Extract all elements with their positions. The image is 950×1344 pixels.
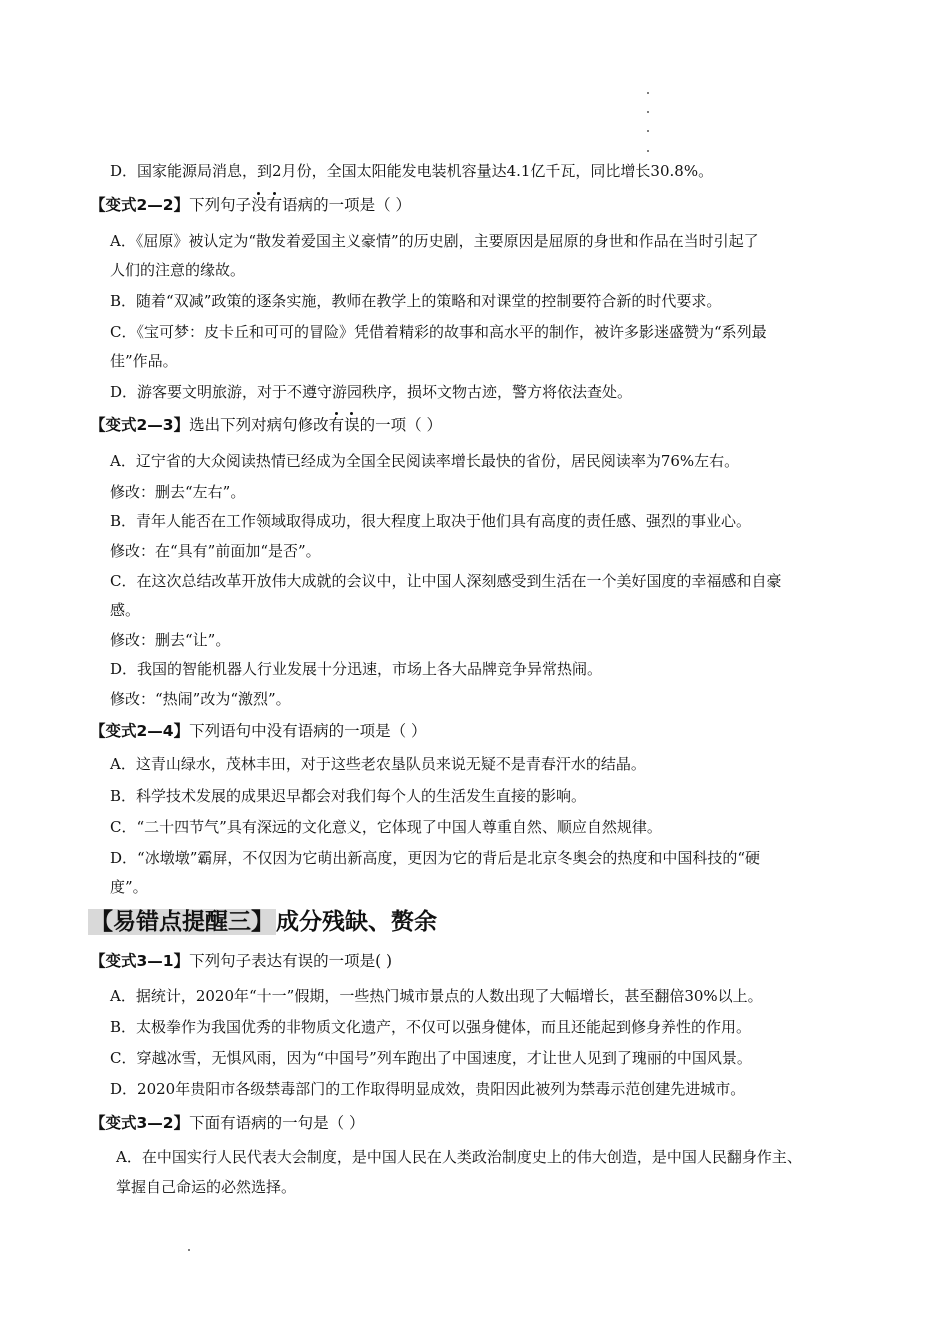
option-b-2-4: B．科学技术发展的成果迟早都会对我们每个人的生活发生直接的影响。: [110, 787, 587, 805]
option-b-2-3: B．青年人能否在工作领域取得成功，很大程度上取决于他们具有高度的责任感、强烈的事业心。: [110, 512, 752, 530]
decorative-dot: [647, 130, 649, 132]
option-a-2-2: A．《屈原》被认定为“散发着爱国主义豪情”的历史剧，主要原因是屈原的身世和作品在当时引起了: [110, 232, 759, 250]
question-heading-3-1: [90, 950, 392, 972]
question-label: 【变式3—2】: [90, 1114, 190, 1132]
revision-a-2-3: 修改：删去“左右”。: [110, 483, 246, 501]
option-d-2-3: D．我国的智能机器人行业发展十分迅速，市场上各大品牌竞争异常热闹。: [110, 660, 603, 678]
question-text: 的一项（ ）: [359, 416, 443, 434]
option-a-2-2-cont: 人们的注意的缘故。: [110, 261, 246, 279]
question-text: 语病的一项是（ ）: [282, 196, 412, 214]
option-c-2-3-cont: 感。: [110, 601, 141, 619]
question-label: 【变式3—1】: [90, 952, 190, 970]
question-label: 【变式2—4】: [90, 722, 190, 740]
question-heading-2-4: [90, 720, 427, 742]
question-heading-2-2: [90, 194, 411, 216]
emphasis-char: 没: [251, 196, 267, 214]
option-b-3-1: B．太极拳作为我国优秀的非物质文化遗产，不仅可以强身健体，而且还能起到修身养性的作用。: [110, 1018, 752, 1036]
option-c-2-4: C．“二十四节气”具有深远的文化意义，它体现了中国人尊重自然、顺应自然规律。: [110, 818, 662, 836]
option-d-3-1: D．2020年贵阳市各级禁毒部门的工作取得明显成效，贵阳因此被列为禁毒示范创建先进城市。: [110, 1080, 746, 1098]
question-text: 选出下列对病句修改: [189, 416, 329, 434]
question-heading-3-2: [90, 1112, 365, 1134]
question-heading-2-3: [90, 414, 442, 436]
revision-c-2-3: 修改：删去“让”。: [110, 631, 231, 649]
option-d-2-1: D．国家能源局消息，到2月份，全国太阳能发电装机容量达4.1亿千瓦，同比增长30.8%。: [110, 162, 714, 180]
decorative-dot: [647, 111, 649, 113]
question-label: 【变式2—2】: [90, 196, 190, 214]
decorative-dot: [647, 92, 649, 94]
section-heading: [88, 906, 437, 938]
question-text: 下列语句中没有语病的一项是（ ）: [189, 722, 427, 740]
question-text: 下列句子表达有误的一项是( ): [189, 952, 393, 970]
decorative-dot: [647, 150, 649, 152]
option-c-3-1: C．穿越冰雪，无惧风雨，因为“中国号”列车跑出了中国速度，才让世人见到了瑰丽的中国风景。: [110, 1049, 752, 1067]
question-text: 下列句子: [189, 196, 252, 214]
option-d-2-2: D．游客要文明旅游，对于不遵守游园秩序，损坏文物古迹，警方将依法查处。: [110, 383, 633, 401]
revision-b-2-3: 修改：在“具有”前面加“是否”。: [110, 542, 321, 560]
option-c-2-2-cont: 佳”作品。: [110, 352, 178, 370]
option-a-3-2-cont: 掌握自己命运的必然选择。: [116, 1178, 297, 1196]
revision-d-2-3: 修改：“热闹”改为“激烈”。: [110, 690, 291, 708]
option-a-2-4: A．这青山绿水，茂林丰田，对于这些老农垦队员来说无疑不是青春汗水的结晶。: [110, 755, 646, 773]
option-a-2-3: A．辽宁省的大众阅读热情已经成为全国全民阅读率增长最快的省份，居民阅读率为76%左右。: [110, 452, 740, 470]
option-c-2-3: C．在这次总结改革开放伟大成就的会议中，让中国人深刻感受到生活在一个美好国度的幸福感和自豪: [110, 572, 782, 590]
section-title: 成分残缺、赘余: [276, 909, 437, 935]
option-d-2-4: D．“冰墩墩”霸屏，不仅因为它萌出新高度，更因为它的背后是北京冬奥会的热度和中国科技的“硬: [110, 849, 761, 867]
option-d-2-4-cont: 度”。: [110, 878, 148, 896]
emphasis-char: 有: [328, 416, 345, 434]
question-label: 【变式2—3】: [90, 416, 190, 434]
emphasis-char: 误: [344, 416, 360, 434]
section-highlight: 【易错点提醒三】: [90, 909, 274, 935]
option-b-2-2: B．随着“双减”政策的逐条实施，教师在教学上的策略和对课堂的控制要符合新的时代要求。: [110, 292, 722, 310]
emphasis-char: 有: [266, 196, 283, 214]
option-a-3-1: A．据统计，2020年“十一”假期，一些热门城市景点的人数出现了大幅增长，甚至翻倍30%以上。: [110, 987, 763, 1005]
option-a-3-2: A．在中国实行人民代表大会制度，是中国人民在人类政治制度史上的伟大创造，是中国人民翻身作主、: [116, 1148, 802, 1166]
question-text: 下面有语病的一句是（ ）: [189, 1114, 365, 1132]
decorative-dot: [188, 1249, 190, 1251]
option-c-2-2: C．《宝可梦：皮卡丘和可可的冒险》凭借着精彩的故事和高水平的制作，被许多影迷盛赞为“系列最: [110, 323, 767, 341]
